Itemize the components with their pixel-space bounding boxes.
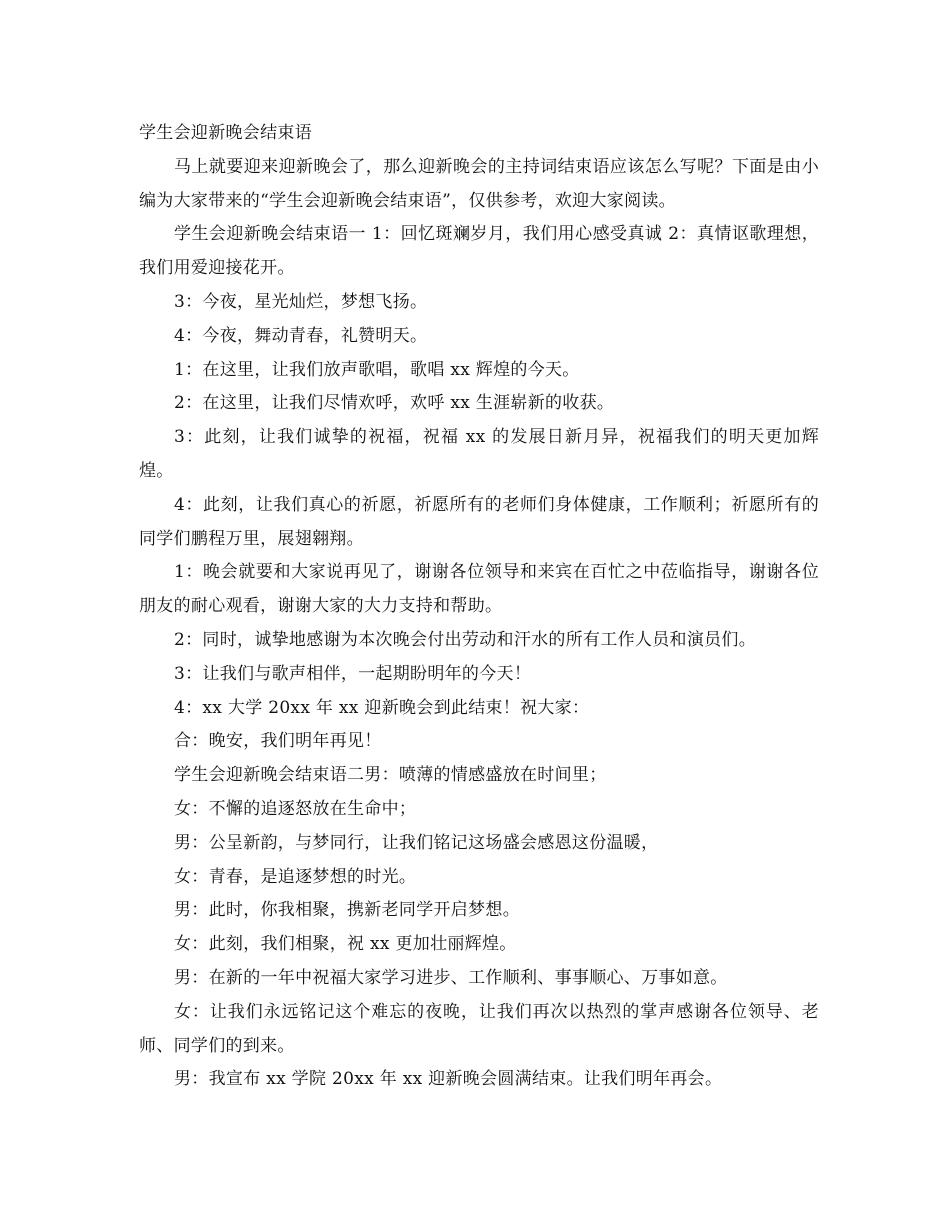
paragraph: 3：此刻，让我们诚挚的祝福，祝福 xx 的发展日新月异，祝福我们的明天更加辉煌。 [139, 427, 819, 481]
document-body [139, 117, 819, 1097]
paragraph: 男：公呈新韵，与梦同行，让我们铭记这场盛会感恩这份温暖， [174, 832, 659, 853]
paragraph: 学生会迎新晚会结束语二男：喷薄的情感盛放在时间里； [174, 765, 607, 786]
paragraph-intro: 马上就要迎来迎新晚会了，那么迎新晚会的主持词结束语应该怎么写呢？下面是由小编为大家带来的“学生会迎新晚会结束语”，仅供参考，欢迎大家阅读。 [139, 156, 819, 211]
paragraph: 3：让我们与歌声相伴，一起期盼明年的今天！ [174, 663, 532, 684]
paragraph: 女：此刻，我们相聚，祝 xx 更加壮丽辉煌。 [174, 934, 517, 955]
paragraph: 女：让我们永远铭记这个难忘的夜晚，让我们再次以热烈的掌声感谢各位领导、老师、同学们的到来。 [139, 1001, 819, 1056]
paragraph: 1：晚会就要和大家说再见了，谢谢各位领导和来宾在百忙之中莅临指导，谢谢各位朋友的耐心观看，谢谢大家的大力支持和帮助。 [139, 562, 819, 617]
paragraph: 男：在新的一年中祝福大家学习进步、工作顺利、事事顺心、万事如意。 [174, 967, 728, 988]
paragraph: 3：今夜，星光灿烂，梦想飞扬。 [174, 291, 428, 312]
paragraph: 1：在这里，让我们放声歌唱，歌唱 xx 辉煌的今天。 [174, 359, 580, 380]
paragraph: 女：不懈的追逐怒放在生命中； [174, 798, 417, 819]
paragraph: 学生会迎新晚会结束语一 1：回忆斑斓岁月，我们用心感受真诚 2：真情讴歌理想，我们用爱迎接花开。 [139, 224, 819, 279]
paragraph: 女：青春，是追逐梦想的时光。 [174, 866, 417, 887]
paragraph: 2：同时，诚挚地感谢为本次晚会付出劳动和汗水的所有工作人员和演员们。 [174, 629, 757, 650]
paragraph: 男：我宣布 xx 学院 20xx 年 xx 迎新晚会圆满结束。让我们明年再会。 [174, 1069, 723, 1090]
paragraph: 4：此刻，让我们真心的祈愿，祈愿所有的老师们身体健康，工作顺利；祈愿所有的同学们鹏程万里，展翅翱翔。 [139, 494, 819, 549]
paragraph: 4：今夜，舞动青春，礼赞明天。 [174, 325, 428, 346]
paragraph: 2：在这里，让我们尽情欢呼，欢呼 xx 生涯崭新的收获。 [174, 393, 615, 414]
document-title: 学生会迎新晚会结束语 [139, 123, 312, 143]
paragraph: 男：此时，你我相聚，携新老同学开启梦想。 [174, 900, 520, 921]
paragraph: 4：xx 大学 20xx 年 xx 迎新晚会到此结束！祝大家： [174, 697, 590, 718]
paragraph: 合：晚安，我们明年再见！ [174, 731, 382, 752]
